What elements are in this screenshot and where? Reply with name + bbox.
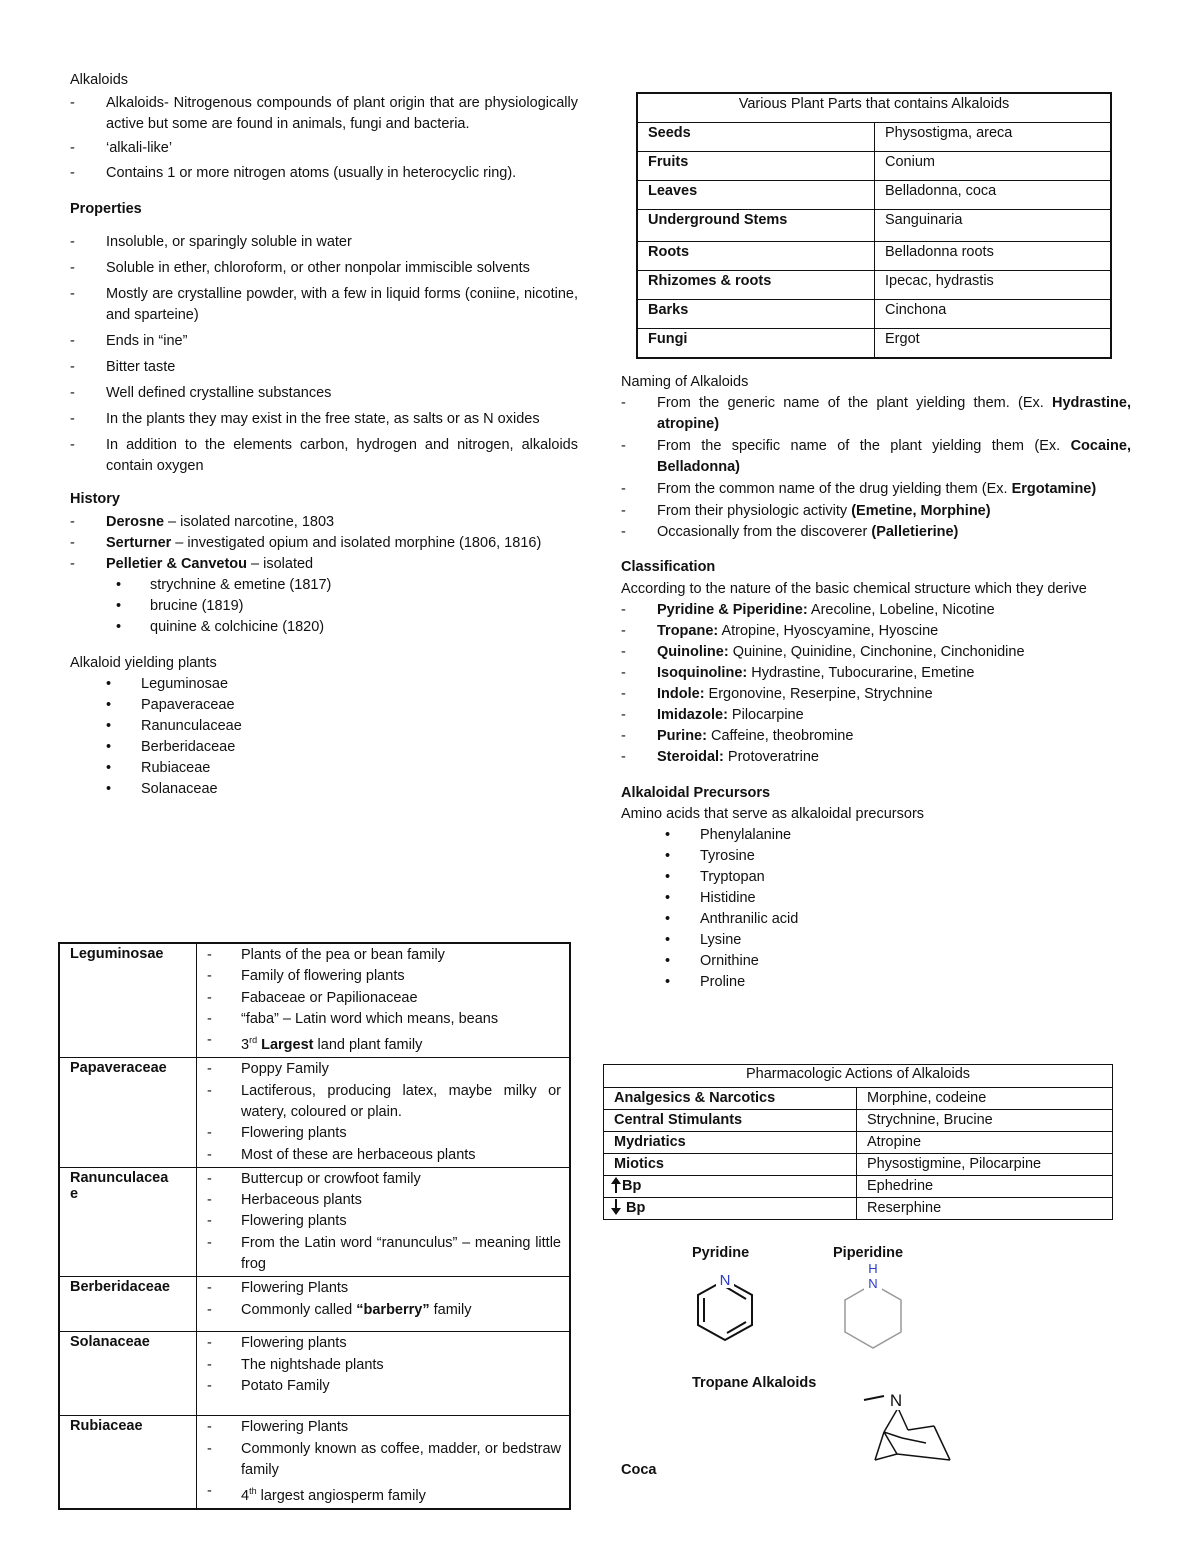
- family-list: [207, 1417, 561, 1507]
- bold-text: Hydrastine, atropine): [657, 395, 1131, 432]
- list-item: [207, 1481, 561, 1507]
- list-item: - Buttercup or crowfoot family: [207, 1169, 561, 1190]
- table-cell: Roots: [637, 242, 875, 271]
- table-cell-text: Bp: [622, 1178, 642, 1194]
- family-name: [59, 1167, 197, 1276]
- table-row: [59, 1167, 570, 1276]
- piperidine-ring: [845, 1284, 901, 1348]
- family-name: Berberidaceae: [59, 1277, 197, 1332]
- table-cell: Mydriatics: [604, 1132, 857, 1154]
- list-item: • Ornithine: [621, 951, 1131, 972]
- table-row: [604, 1154, 1113, 1176]
- alkaloids-heading: Alkaloids: [70, 72, 129, 88]
- list-item: - Family of flowering plants: [207, 966, 561, 987]
- list-item: [70, 512, 578, 533]
- list-item: - Mostly are crystalline powder, with a few in liquid forms (coniine, nicotine, and sparteine): [70, 284, 578, 326]
- list-item: - Well defined crystalline substances: [70, 383, 578, 404]
- list-item: - ‘alkali-like’: [70, 138, 578, 159]
- list-item: - Flowering plants: [207, 1123, 561, 1144]
- double-bond: [727, 1322, 746, 1333]
- nitrogen-label: N: [868, 1276, 878, 1291]
- table-row: [637, 329, 1111, 359]
- class-value: Hydrastine, Tubocurarine, Emetine: [747, 665, 975, 681]
- list-item: • Anthranilic acid: [621, 909, 1131, 930]
- list-item: - Commonly known as coffee, madder, or bedstraw family: [207, 1439, 561, 1482]
- family-table: [58, 942, 571, 1510]
- table-cell: [604, 1176, 857, 1198]
- alkaloids-list: [70, 93, 578, 184]
- item-text: From the common name of the drug yielding them (Ex.: [657, 481, 1012, 497]
- bond: [902, 1438, 926, 1443]
- nitrogen-label: N: [889, 1391, 903, 1410]
- precursors-list: [621, 825, 1131, 993]
- table-row: [604, 1132, 1113, 1154]
- list-item: [621, 501, 1131, 522]
- list-item: - Flowering Plants: [207, 1417, 561, 1438]
- list-item: [621, 747, 1131, 768]
- table-cell: Leaves: [637, 181, 875, 210]
- table-row: [59, 1277, 570, 1332]
- list-item: • Lysine: [621, 930, 1131, 951]
- item-text: land plant family: [313, 1037, 423, 1054]
- table-cell: Ephedrine: [857, 1176, 1113, 1198]
- class-key: Isoquinoline:: [657, 665, 748, 681]
- list-item: [70, 533, 578, 554]
- arrow-up-icon: [610, 1176, 622, 1194]
- piperidine-structure: [838, 1262, 913, 1352]
- bond: [934, 1426, 950, 1460]
- list-item: • Phenylalanine: [621, 825, 1131, 846]
- list-item: [621, 663, 1131, 684]
- table-cell: Reserphine: [857, 1198, 1113, 1220]
- item-text: largest angiosperm family: [256, 1488, 426, 1504]
- properties-heading: Properties: [70, 201, 142, 217]
- table-row: [637, 271, 1111, 300]
- family-details: [197, 1277, 571, 1332]
- table-cell: Ergot: [875, 329, 1112, 359]
- table-row: [59, 1332, 570, 1416]
- history-heading: History: [70, 491, 120, 507]
- table-cell: Physostigma, areca: [875, 123, 1112, 152]
- list-item: • Leguminosae: [70, 674, 578, 695]
- precursors-heading: Alkaloidal Precursors: [621, 785, 771, 801]
- yielding-heading: Alkaloid yielding plants: [70, 655, 217, 671]
- class-value: Quinine, Quinidine, Cinchonine, Cinchonidine: [728, 644, 1025, 660]
- methyl-bond: [864, 1396, 884, 1400]
- family-details: [197, 1332, 571, 1416]
- list-item: [621, 684, 1131, 705]
- family-name: Papaveraceae: [59, 1058, 197, 1167]
- history-sublist: [70, 575, 578, 638]
- table-cell: Seeds: [637, 123, 875, 152]
- list-item: - Insoluble, or sparingly soluble in water: [70, 232, 578, 253]
- list-item: - In addition to the elements carbon, hydrogen and nitrogen, alkaloids contain oxygen: [70, 435, 578, 477]
- family-details: [197, 943, 571, 1058]
- list-item: [621, 600, 1131, 621]
- list-item: - Flowering Plants: [207, 1278, 561, 1299]
- coca-label: Coca: [621, 1462, 657, 1478]
- list-item: - Poppy Family: [207, 1059, 561, 1080]
- history-name: Pelletier & Canvetou: [106, 556, 248, 572]
- table-row: [637, 242, 1111, 271]
- list-item: • Solanaceae: [70, 779, 578, 800]
- table-cell: Belladonna, coca: [875, 181, 1112, 210]
- table-row: [604, 1110, 1113, 1132]
- bond: [875, 1432, 884, 1460]
- list-item: - Fabaceae or Papilionaceae: [207, 988, 561, 1009]
- list-item: - Soluble in ether, chloroform, or other nonpolar immiscible solvents: [70, 258, 578, 279]
- table-cell: Ipecac, hydrastis: [875, 271, 1112, 300]
- table-cell: Conium: [875, 152, 1112, 181]
- class-value: Pilocarpine: [727, 707, 804, 723]
- class-value: Protoveratrine: [723, 749, 819, 765]
- right-column: [621, 372, 1131, 993]
- table-cell: Fungi: [637, 329, 875, 359]
- class-key: Purine:: [657, 728, 707, 744]
- table-row: [604, 1088, 1113, 1110]
- table-cell: Physostigmine, Pilocarpine: [857, 1154, 1113, 1176]
- item-text: From the specific name of the plant yielding them (Ex.: [657, 438, 1071, 454]
- item-text: From their physiologic activity: [657, 503, 852, 519]
- list-item: - “faba” – Latin word which means, beans: [207, 1009, 561, 1030]
- plant-parts-table: [636, 92, 1112, 359]
- bond: [884, 1408, 898, 1432]
- ordinal-suffix: th: [249, 1486, 257, 1497]
- ordinal-suffix: rd: [249, 1035, 258, 1046]
- naming-heading: Naming of Alkaloids: [621, 374, 749, 390]
- list-item: • brucine (1819): [70, 596, 578, 617]
- class-key: Indole:: [657, 686, 705, 702]
- pharmacologic-table: [603, 1064, 1113, 1220]
- table-header-row: [637, 93, 1111, 123]
- pyridine-ring: [698, 1280, 752, 1340]
- properties-list: [70, 232, 578, 477]
- tropane-label: Tropane Alkaloids: [692, 1375, 817, 1391]
- pyridine-label: Pyridine: [692, 1245, 750, 1261]
- list-item: [621, 479, 1131, 500]
- list-item: • Ranunculaceae: [70, 716, 578, 737]
- table-cell: Sanguinaria: [875, 210, 1112, 242]
- list-item: [621, 642, 1131, 663]
- table-row: [604, 1198, 1113, 1220]
- bond: [875, 1454, 897, 1460]
- list-item: - Potato Family: [207, 1376, 561, 1397]
- history-text: – isolated narcotine, 1803: [164, 514, 335, 530]
- table-cell: Miotics: [604, 1154, 857, 1176]
- bold-text: (Palletierine): [871, 524, 959, 540]
- classification-intro: According to the nature of the basic chemical structure which they derive: [621, 581, 1087, 597]
- nitrogen-label: N: [719, 1272, 731, 1289]
- table-title: Pharmacologic Actions of Alkaloids: [604, 1065, 1113, 1088]
- ordinal-number: 3: [241, 1037, 250, 1054]
- bold-text: Cocaine, Belladonna): [657, 438, 1131, 475]
- list-item: - Flowering plants: [207, 1333, 561, 1354]
- list-item: • strychnine & emetine (1817): [70, 575, 578, 596]
- list-item: [621, 621, 1131, 642]
- list-item: - The nightshade plants: [207, 1355, 561, 1376]
- pyridine-structure: [690, 1270, 760, 1350]
- class-value: Arecoline, Lobeline, Nicotine: [807, 602, 995, 618]
- family-name: Solanaceae: [59, 1332, 197, 1416]
- item-text: family: [429, 1301, 472, 1318]
- list-item: - Lactiferous, producing latex, maybe milky or watery, coloured or plain.: [207, 1081, 561, 1124]
- table-cell: Rhizomes & roots: [637, 271, 875, 300]
- list-item: - Most of these are herbaceous plants: [207, 1145, 561, 1166]
- table-row: [637, 300, 1111, 329]
- bond: [898, 1408, 908, 1430]
- list-item: - From the Latin word “ranunculus” – meaning little frog: [207, 1233, 561, 1276]
- list-item: [207, 1030, 561, 1056]
- table-cell-text: Bp: [622, 1200, 646, 1216]
- bold-text: Ergotamine): [1011, 481, 1097, 497]
- list-item: - Contains 1 or more nitrogen atoms (usually in heterocyclic ring).: [70, 163, 578, 184]
- family-list: [207, 1059, 561, 1165]
- class-key: Tropane:: [657, 623, 719, 639]
- list-item: - In the plants they may exist in the free state, as salts or as N oxides: [70, 409, 578, 430]
- family-list: [207, 1333, 561, 1397]
- table-cell: Morphine, codeine: [857, 1088, 1113, 1110]
- tropane-structure: [862, 1388, 957, 1468]
- family-name: Rubiaceae: [59, 1416, 197, 1510]
- item-text: Commonly called: [241, 1301, 357, 1318]
- bond: [908, 1426, 934, 1430]
- bold-text: Largest: [257, 1037, 314, 1054]
- table-cell: Central Stimulants: [604, 1110, 857, 1132]
- bond: [897, 1454, 950, 1460]
- list-item: [621, 705, 1131, 726]
- history-name: Derosne: [106, 514, 165, 530]
- family-name: Leguminosae: [59, 943, 197, 1058]
- table-cell: Underground Stems: [637, 210, 875, 242]
- list-item: [70, 554, 578, 575]
- classification-list: [621, 600, 1131, 768]
- table-row: [637, 210, 1111, 242]
- table-cell: Strychnine, Brucine: [857, 1110, 1113, 1132]
- table-row: [637, 152, 1111, 181]
- list-item: • Berberidaceae: [70, 737, 578, 758]
- list-item: - Plants of the pea or bean family: [207, 945, 561, 966]
- family-name-text: Ranunculaceae: [70, 1169, 169, 1202]
- list-item: • Tryptopan: [621, 867, 1131, 888]
- family-list: [207, 1169, 561, 1275]
- class-key: Pyridine & Piperidine:: [657, 602, 808, 618]
- table-cell: [604, 1198, 857, 1220]
- item-text: Occasionally from the discoverer: [657, 524, 872, 540]
- table-cell: Belladonna roots: [875, 242, 1112, 271]
- history-text: – investigated opium and isolated morphine (1806, 1816): [171, 535, 542, 551]
- class-key: Steroidal:: [657, 749, 724, 765]
- list-item: - Alkaloids- Nitrogenous compounds of plant origin that are physiologically active but some are found in animals, fungi and bacteria.: [70, 93, 578, 135]
- family-details: [197, 1167, 571, 1276]
- class-value: Atropine, Hyoscyamine, Hyoscine: [718, 623, 939, 639]
- table-row: [59, 943, 570, 1058]
- family-details: [197, 1416, 571, 1510]
- family-details: [197, 1058, 571, 1167]
- piperidine-label: Piperidine: [833, 1245, 904, 1261]
- table-row: [59, 1058, 570, 1167]
- list-item: [621, 522, 1131, 543]
- history-name: Serturner: [106, 535, 172, 551]
- list-item: [207, 1300, 561, 1321]
- class-key: Imidazole:: [657, 707, 728, 723]
- table-cell: Barks: [637, 300, 875, 329]
- list-item: • Histidine: [621, 888, 1131, 909]
- table-row: [59, 1416, 570, 1510]
- naming-list: [621, 393, 1131, 543]
- hydrogen-label: H: [868, 1262, 878, 1276]
- list-item: [621, 726, 1131, 747]
- family-list: [207, 945, 561, 1056]
- table-row: [604, 1176, 1113, 1198]
- precursors-intro: Amino acids that serve as alkaloidal precursors: [621, 806, 925, 822]
- item-text: From the generic name of the plant yielding them. (Ex.: [657, 395, 1053, 411]
- class-key: Quinoline:: [657, 644, 729, 660]
- yielding-list: [70, 674, 578, 800]
- history-text: – isolated: [247, 556, 314, 572]
- list-item: • Rubiaceae: [70, 758, 578, 779]
- bold-text: “barberry”: [356, 1301, 430, 1318]
- table-title: Various Plant Parts that contains Alkaloids: [637, 93, 1111, 123]
- list-item: • Papaveraceae: [70, 695, 578, 716]
- table-cell: Analgesics & Narcotics: [604, 1088, 857, 1110]
- list-item: • quinine & colchicine (1820): [70, 617, 578, 638]
- table-row: [637, 123, 1111, 152]
- class-value: Caffeine, theobromine: [706, 728, 854, 744]
- table-cell: Atropine: [857, 1132, 1113, 1154]
- table-row: [637, 181, 1111, 210]
- list-item: - Bitter taste: [70, 357, 578, 378]
- table-cell: Fruits: [637, 152, 875, 181]
- table-cell: Cinchona: [875, 300, 1112, 329]
- list-item: • Proline: [621, 972, 1131, 993]
- ordinal-number: 4: [241, 1488, 250, 1504]
- class-value: Ergonovine, Reserpine, Strychnine: [704, 686, 933, 702]
- list-item: [621, 393, 1131, 435]
- list-item: • Tyrosine: [621, 846, 1131, 867]
- arrow-down-icon: [610, 1198, 622, 1216]
- left-column: [70, 70, 578, 800]
- list-item: - Ends in “ine”: [70, 331, 578, 352]
- family-list: [207, 1278, 561, 1321]
- list-item: - Herbaceous plants: [207, 1190, 561, 1211]
- history-list: [70, 512, 578, 575]
- classification-heading: Classification: [621, 559, 716, 575]
- table-header-row: [604, 1065, 1113, 1088]
- list-item: [621, 436, 1131, 478]
- bold-text: (Emetine, Morphine): [851, 503, 991, 519]
- list-item: - Flowering plants: [207, 1211, 561, 1232]
